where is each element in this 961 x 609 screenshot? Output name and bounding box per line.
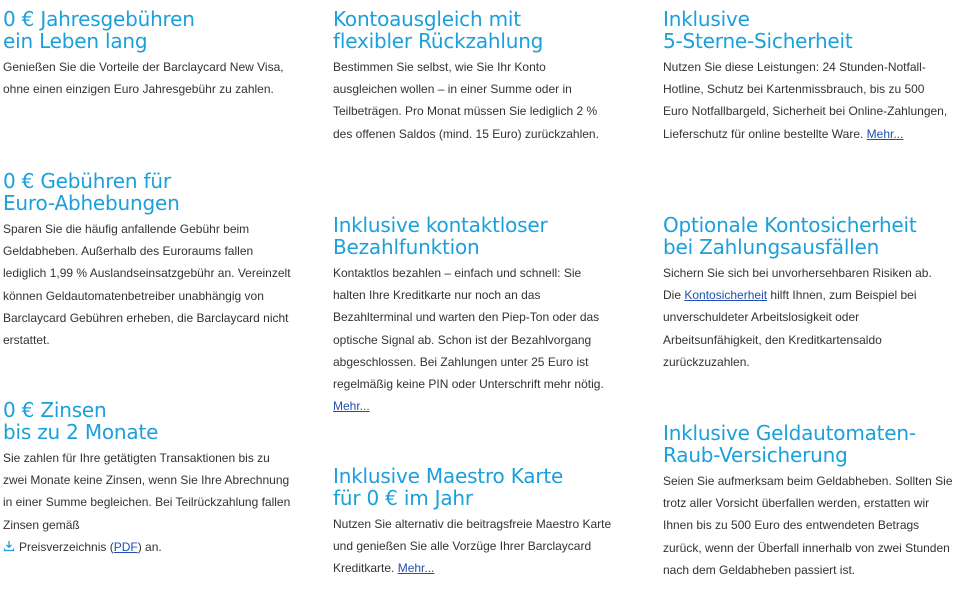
feature-title: Inklusive kontaktloser Bezahlfunktion — [333, 213, 548, 259]
maestro-more-link[interactable]: Mehr... — [397, 561, 435, 576]
feature-title: 0 € Jahresgebühren ein Leben lang — [3, 7, 195, 53]
feature-title: Kontoausgleich mit flexibler Rückzahlung — [333, 7, 544, 53]
feature-description: Seien Sie aufmerksam beim Geldabheben. Sollten Sie trotz aller Vorsicht überfallen werden, erstatten wir Ihnen bis zu 500 Euro des entwendeten Betrags zurück, wenn der Überfall innerhalb von zwei Stunden nach dem Geldabheben passiert ist. — [663, 474, 953, 577]
feature-description: Bestimmen Sie selbst, wie Sie Ihr Konto ausgleichen wollen – in einer Summe oder in Teilbeträgen. Pro Monat müssen Sie lediglich 2 % des offenen Saldos (mind. 15 Euro) zurückzahlen. — [333, 60, 599, 141]
feature-description: Kontaktlos bezahlen – einfach und schnell: Sie halten Ihre Kreditkarte nur noch an das Bezahlterminal und warten den Piep-Ton oder das optische Signal ab. Schon ist der Bezahlvorgang abgeschlossen. Bei Zahlungen unter 25 Euro ist regelmäßig keine PIN oder Unterschrift mehr nötig. Mehr... — [333, 266, 604, 414]
feature-security — [663, 8, 953, 145]
feature-euro-withdrawals — [3, 170, 293, 351]
feature-description: Nutzen Sie alternativ die beitragsfreie Maestro Karte und genießen Sie alle Vorzüge Ihrer Barclaycard Kreditkarte. Mehr... — [333, 517, 612, 576]
feature-description: Genießen Sie die Vorteile der Barclaycard New Visa, ohne einen einzigen Euro Jahresgebühr zu zahlen. — [3, 60, 284, 97]
feature-contactless — [333, 214, 613, 417]
feature-title: 0 € Gebühren für Euro-Abhebungen — [3, 169, 180, 215]
kontosicherheit-link[interactable]: Kontosicherheit — [684, 288, 768, 303]
feature-annual-fee — [3, 8, 293, 100]
contactless-more-link[interactable]: Mehr... — [333, 399, 370, 414]
feature-maestro-card — [333, 465, 613, 580]
feature-description: Nutzen Sie diese Leistungen: 24 Stunden-Notfall-Hotline, Schutz bei Kartenmissbrauch, bis zu 500 Euro Notfallbargeld, Sicherheit bei Online-Zahlungen, Lieferschutz für online bestellte Ware. Mehr... — [663, 60, 948, 141]
download-icon[interactable] — [3, 540, 15, 552]
feature-title: Optionale Kontosicherheit bei Zahlungsausfällen — [663, 213, 917, 259]
feature-account-protection — [663, 214, 953, 373]
feature-title: Inklusive Maestro Karte für 0 € im Jahr — [333, 464, 564, 510]
security-more-link[interactable]: Mehr... — [866, 126, 904, 141]
feature-title: Inklusive Geldautomaten- Raub-Versicherung — [663, 421, 916, 467]
feature-title: 0 € Zinsen bis zu 2 Monate — [3, 398, 159, 444]
feature-flexible-repayment — [333, 8, 613, 145]
feature-interest — [3, 399, 293, 558]
feature-description: Sie zahlen für Ihre getätigten Transaktionen bis zu zwei Monate keine Zinsen, wenn Sie Ihre Abrechnung in einer Summe begleichen. Bei Teilrückzahlung fallen Zinsen gemäß Preisverzeichnis (PDF) an. — [3, 451, 291, 554]
feature-description: Sichern Sie sich bei unvorhersehbaren Risiken ab. Die Kontosicherheit hilft Ihnen, zum Beispiel bei unverschuldeter Arbeitslosigkeit oder Arbeitsunfähigkeit, den Kreditkartensaldo zurückzuzahlen. — [663, 266, 932, 369]
feature-title: Inklusive 5-Sterne-Sicherheit — [663, 7, 853, 53]
price-list-pdf-link[interactable]: PDF — [113, 539, 138, 554]
feature-atm-robbery-insurance — [663, 422, 953, 581]
feature-description: Sparen Sie die häufig anfallende Gebühr beim Geldabheben. Außerhalb des Euroraums fallen lediglich 1,99 % Auslandseinsatzgebühr an. Vereinzelt können Geldautomatenbetreiber unabhängig von Barclaycard Gebühren erheben, die Barclaycard nicht erstattet. — [3, 222, 291, 348]
